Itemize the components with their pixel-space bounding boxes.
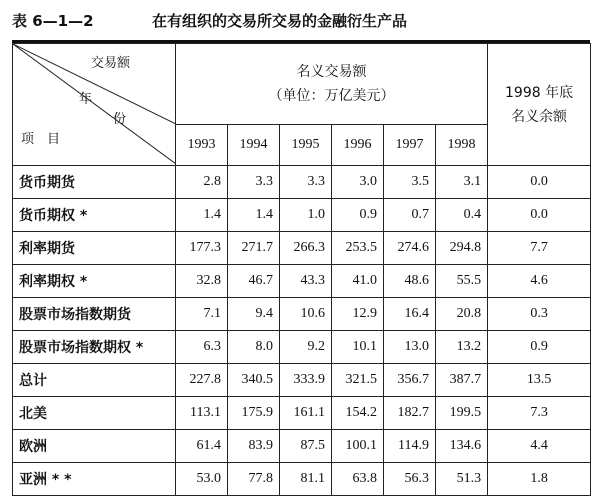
diag-label-year-1: 年 [79,92,93,107]
row-label: 股票市场指数期货 [13,298,176,331]
volume-cell: 9.4 [228,298,280,331]
balance-header-line1: 1998 年底 [505,84,574,101]
volume-cell: 3.3 [280,166,332,199]
row-label: 北美 [13,397,176,430]
volume-cell: 81.1 [280,463,332,496]
year-header: 1998 [436,125,488,166]
volume-cell: 46.7 [228,265,280,298]
volume-cell: 55.5 [436,265,488,298]
volume-cell: 114.9 [384,430,436,463]
volume-cell: 56.3 [384,463,436,496]
volume-cell: 10.1 [332,331,384,364]
table-row [13,364,591,397]
volume-cell: 87.5 [280,430,332,463]
table-caption [12,8,407,34]
balance-cell: 1.8 [488,463,591,496]
balance-cell: 0.0 [488,199,591,232]
volume-cell: 51.3 [436,463,488,496]
year-header: 1996 [332,125,384,166]
volume-cell: 161.1 [280,397,332,430]
volume-cell: 0.7 [384,199,436,232]
volume-cell: 16.4 [384,298,436,331]
notional-volume-header [176,44,488,125]
volume-cell: 41.0 [332,265,384,298]
volume-cell: 8.0 [228,331,280,364]
balance-cell: 4.4 [488,430,591,463]
diag-label-year-2: 份 [113,112,127,127]
table-row [13,199,591,232]
volume-cell: 177.3 [176,232,228,265]
balance-header-line2: 名义余额 [511,108,568,125]
volume-cell: 7.1 [176,298,228,331]
derivatives-table [12,43,591,496]
volume-cell: 182.7 [384,397,436,430]
row-label: 利率期货 [13,232,176,265]
volume-cell: 53.0 [176,463,228,496]
row-label: 货币期货 [13,166,176,199]
volume-cell: 3.3 [228,166,280,199]
volume-cell: 271.7 [228,232,280,265]
volume-cell: 1.4 [176,199,228,232]
row-label: 股票市场指数期权 * [13,331,176,364]
volume-cell: 113.1 [176,397,228,430]
volume-cell: 227.8 [176,364,228,397]
volume-cell: 356.7 [384,364,436,397]
volume-cell: 0.4 [436,199,488,232]
balance-cell: 0.0 [488,166,591,199]
volume-cell: 333.9 [280,364,332,397]
volume-cell: 321.5 [332,364,384,397]
volume-cell: 253.5 [332,232,384,265]
year-header: 1995 [280,125,332,166]
table-row [13,265,591,298]
row-label: 总计 [13,364,176,397]
volume-cell: 3.0 [332,166,384,199]
volume-cell: 43.3 [280,265,332,298]
volume-cell: 77.8 [228,463,280,496]
volume-cell: 274.6 [384,232,436,265]
year-header: 1997 [384,125,436,166]
balance-cell: 13.5 [488,364,591,397]
volume-cell: 154.2 [332,397,384,430]
balance-cell: 7.7 [488,232,591,265]
volume-cell: 3.1 [436,166,488,199]
volume-cell: 266.3 [280,232,332,265]
volume-cell: 1.4 [228,199,280,232]
table-row [13,331,591,364]
volume-cell: 83.9 [228,430,280,463]
volume-cell: 134.6 [436,430,488,463]
volume-cell: 0.9 [332,199,384,232]
notional-volume-unit: （单位：万亿美元） [268,88,395,104]
balance-cell: 4.6 [488,265,591,298]
row-label: 利率期权 * [13,265,176,298]
volume-cell: 175.9 [228,397,280,430]
volume-cell: 20.8 [436,298,488,331]
table-body [13,166,591,496]
table-number: 表 6—1—2 [12,12,94,30]
year-end-balance-header [488,44,591,166]
diag-label-trading-volume: 交易额 [91,56,131,71]
notional-volume-title: 名义交易额 [296,64,367,80]
volume-cell: 2.8 [176,166,228,199]
volume-cell: 61.4 [176,430,228,463]
volume-cell: 100.1 [332,430,384,463]
year-header: 1993 [176,125,228,166]
volume-cell: 63.8 [332,463,384,496]
table-row [13,232,591,265]
table-row [13,166,591,199]
table-row [13,298,591,331]
volume-cell: 1.0 [280,199,332,232]
row-label: 欧洲 [13,430,176,463]
volume-cell: 32.8 [176,265,228,298]
volume-cell: 3.5 [384,166,436,199]
row-label: 亚洲 * * [13,463,176,496]
volume-cell: 387.7 [436,364,488,397]
balance-cell: 0.3 [488,298,591,331]
balance-cell: 0.9 [488,331,591,364]
balance-cell: 7.3 [488,397,591,430]
volume-cell: 294.8 [436,232,488,265]
table-row [13,397,591,430]
volume-cell: 6.3 [176,331,228,364]
diag-label-item: 项 目 [21,132,61,147]
volume-cell: 48.6 [384,265,436,298]
row-label: 货币期权 * [13,199,176,232]
diagonal-header-cell [13,44,176,166]
volume-cell: 199.5 [436,397,488,430]
volume-cell: 13.2 [436,331,488,364]
table-row [13,430,591,463]
volume-cell: 10.6 [280,298,332,331]
table-row [13,463,591,496]
year-header: 1994 [228,125,280,166]
volume-cell: 340.5 [228,364,280,397]
table-title: 在有组织的交易所交易的金融衍生产品 [152,12,408,30]
volume-cell: 9.2 [280,331,332,364]
volume-cell: 12.9 [332,298,384,331]
volume-cell: 13.0 [384,331,436,364]
